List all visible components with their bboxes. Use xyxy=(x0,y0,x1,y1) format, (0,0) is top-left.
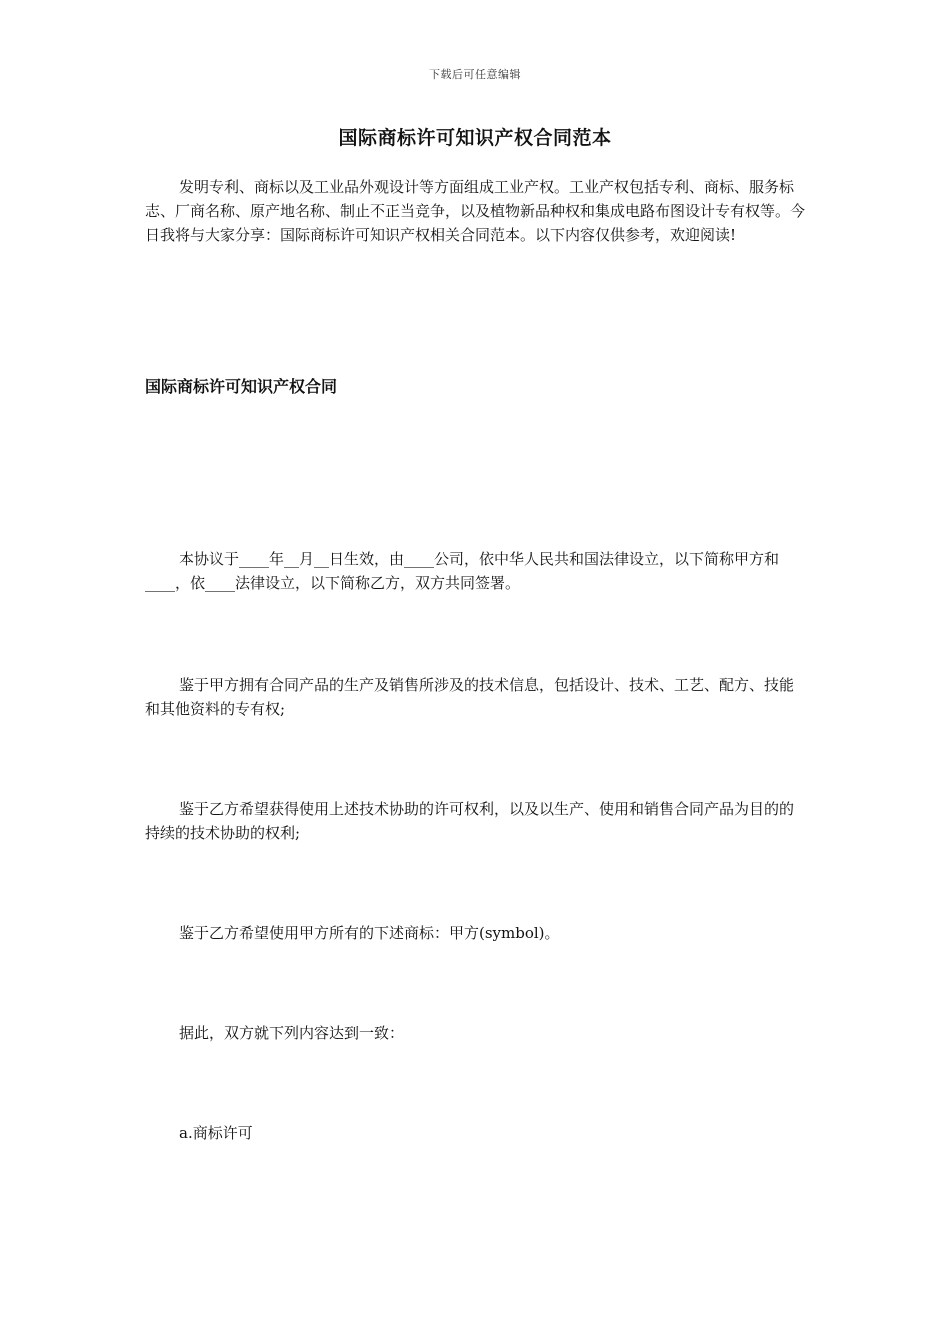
page-header-note: 下载后可任意编辑 xyxy=(429,68,521,81)
whereas-paragraph-1: 鉴于甲方拥有合同产品的生产及销售所涉及的技术信息，包括设计、技术、工艺、配方、技能和其他资料的专有权; xyxy=(145,676,795,718)
clause-a-heading: a.商标许可 xyxy=(179,1124,253,1142)
whereas-paragraph-2: 鉴于乙方希望获得使用上述技术协助的许可权利，以及以生产、使用和销售合同产品为目的的持续的技术协助的权利; xyxy=(145,800,795,842)
effective-date-paragraph: 本协议于____年__月__日生效，由____公司，依中华人民共和国法律设立，以下简称甲方和____，依____法律设立，以下简称乙方，双方共同签署。 xyxy=(145,550,780,592)
section-heading: 国际商标许可知识产权合同 xyxy=(145,377,338,396)
agreement-paragraph: 据此，双方就下列内容达到一致： xyxy=(179,1024,405,1042)
document-title: 国际商标许可知识产权合同范本 xyxy=(338,127,612,149)
intro-paragraph: 发明专利、商标以及工业品外观设计等方面组成工业产权。工业产权包括专利、商标、服务标志、厂商名称、原产地名称、制止不正当竞争，以及植物新品种权和集成电路布图设计专有权等。今日我将与大家分享：国际商标许可知识产权相关合同范本。以下内容仅供参考，欢迎阅读! xyxy=(145,178,806,244)
whereas-paragraph-3: 鉴于乙方希望使用甲方所有的下述商标：甲方(symbol)。 xyxy=(179,924,560,942)
